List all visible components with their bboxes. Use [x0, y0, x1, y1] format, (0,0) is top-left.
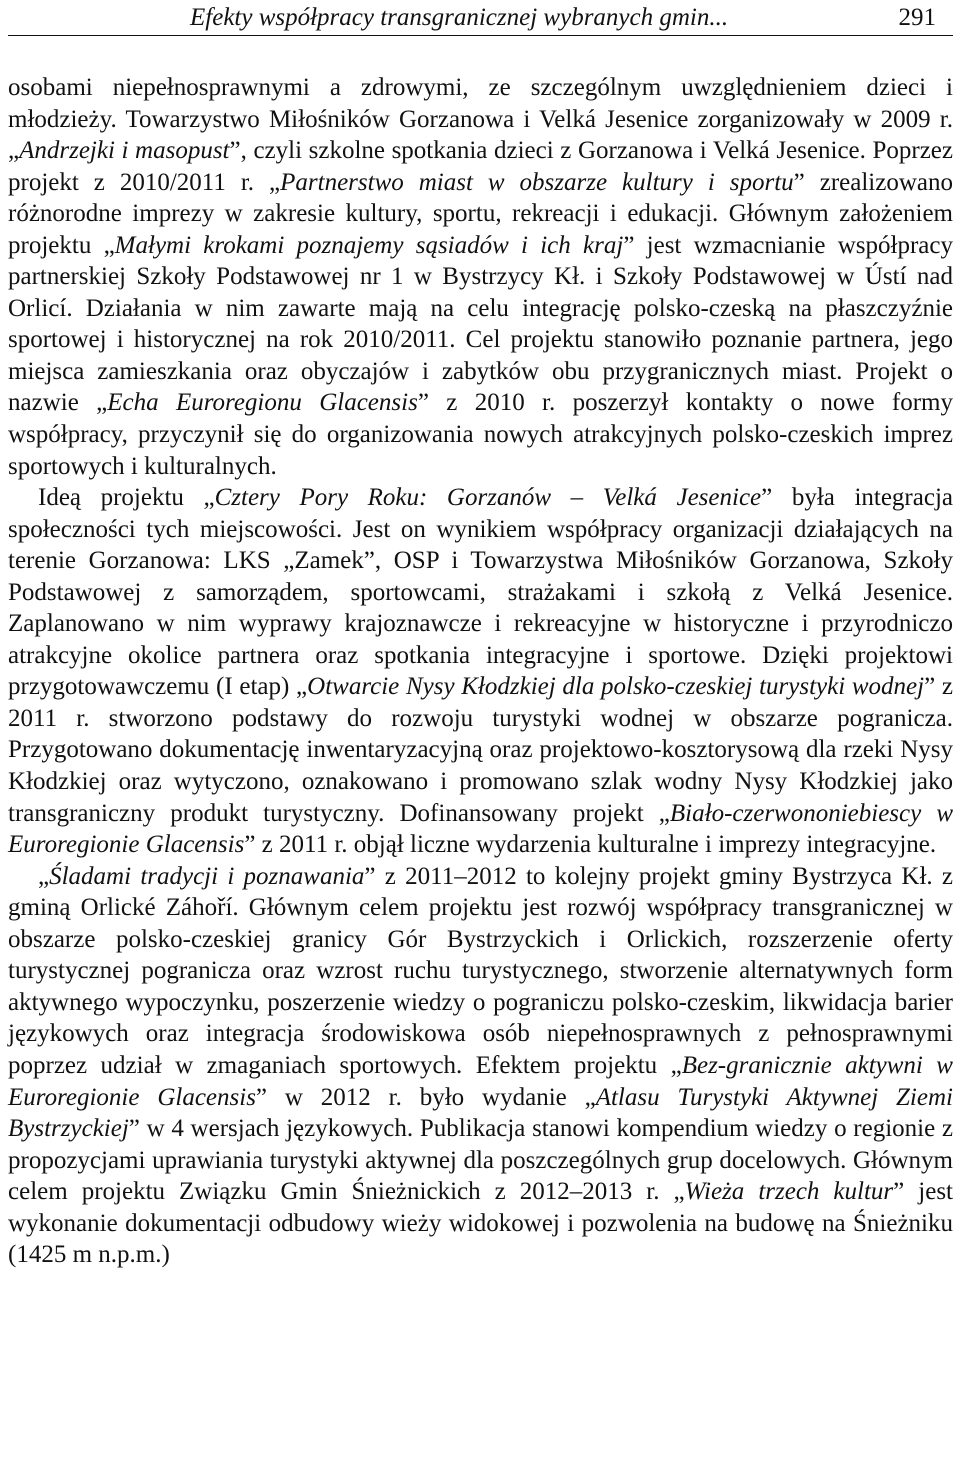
text-run: ” w 2012 r. było wydanie „	[255, 1083, 596, 1111]
text-run: ” z 2011 r. objął liczne wydarzenia kulturalne i imprezy integracyjne.	[244, 831, 937, 859]
italic-title-text: Partnerstwo miast w obszarze kultury i sportu	[280, 168, 794, 196]
paragraph	[8, 861, 953, 1271]
body-text	[8, 72, 953, 1271]
italic-title-text: Otwarcie Nysy Kłodzkiej dla polsko-czeskiej turystyki wodnej	[307, 673, 925, 701]
running-header-title: Efekty współpracy transgranicznej wybranych gmin...	[190, 4, 729, 31]
text-run: ” zrealizowano różnorodne imprezy w zakresie kultury, sportu, rekreacji i edukacji. Głównym założeniem projektu „	[8, 168, 953, 259]
running-header	[8, 0, 953, 36]
italic-title-text: Biało-czerwononiebiescy w Euroregionie Glacensis	[8, 799, 953, 859]
text-run: ” jest wzmacnianie współpracy partnerskiej Szkoły Podstawowej nr 1 w Bystrzycy Kł. i Szkoły Podstawowej w Ústí nad Orlicí. Działania w nim zawarte mają na celu integrację polsko-czeską na płaszczyźnie sportowej i historycznej na rok 2010/2011. Cel projektu stanowiło poznanie partnera, jego miejsca zamieszkania oraz obyczajów i zabytków obu przygranicznych miast. Projekt o nazwie „	[8, 231, 953, 417]
italic-title-text: Andrzejki i masopust	[19, 137, 230, 165]
italic-title-text: Wieża trzech kultur	[684, 1178, 894, 1206]
text-run: ” z 2011 r. stworzono podstawy do rozwoju turystyki wodnej w obszarze pogranicza. Przygotowano dokumentację inwentaryzacyjną oraz projektowo-kosztorysową dla rzeki Nysy Kłodzkiej oraz wytyczono, oznakowano i promowano szlak wodny Nysy Kłodzkiej jako transgraniczny produkt turystyczny. Dofinansowany projekt „	[8, 673, 953, 827]
text-run: Ideą projektu „	[38, 484, 215, 512]
text-run: ” z 2011–2012 to kolejny projekt gminy Bystrzyca Kł. z gminą Orlické Záhoří. Głównym celem projektu jest rozwój współpracy transgranicznej w obszarze polsko-czeskiej granicy Gór Bystrzyckich i Orlickich, rozszerzenie oferty turystycznej pogranicza oraz wzrost ruchu turystycznego, stworzenie alternatywnych form aktywnego wypoczynku, poszerzenie wiedzy o pograniczu polsko-czeskim, likwidacja barier językowych oraz integracja środowiskowa osób niepełnosprawnych z pełnosprawnymi poprzez udział w zmaganiach sportowych. Efektem projektu „	[8, 862, 953, 1079]
text-run: ” w 4 wersjach językowych. Publikacja stanowi kompendium wiedzy o regionie z propozycjami uprawiania turystyki aktywnej dla poszczególnych grup docelowych. Głównym celem projektu Związku Gmin Śnieżnickich z 2012–2013 r. „	[8, 1115, 953, 1206]
text-run: osobami niepełnosprawnymi a zdrowymi, ze szczególnym uwzględnieniem dzieci i młodzieży. Towarzystwo Miłośników Gorzanowa i Velká Jesenice zorganizowały w 2009 r. „	[8, 74, 953, 165]
paragraph	[8, 72, 953, 482]
text-run: ” była integracja społeczności tych miejscowości. Jest on wynikiem współpracy organizacji działających na terenie Gorzanowa: LKS „Zamek”, OSP i Towarzystwa Miłośników Gorzanowa, Szkoły Podstawowej z samorządem, sportowcami, strażakami i szkołą z Velká Jesenice. Zaplanowano w nim wyprawy krajoznawcze i rekreacyjne w historyczne i przyrodniczo atrakcyjne okolice partnera oraz spotkania integracyjne i sportowe. Dzięki projektowi przygotowawczemu (I etap) „	[8, 484, 953, 701]
italic-title-text: Atlasu Turystyki Aktywnej Ziemi Bystrzyckiej	[8, 1083, 953, 1143]
paragraph	[8, 482, 953, 861]
italic-title-text: Małymi krokami poznajemy sąsiadów i ich kraj	[114, 231, 624, 259]
text-run: ” z 2010 r. poszerzył kontakty o nowe formy współpracy, przyczynił się do organizowania nowych atrakcyjnych polsko-czeskich imprez sportowych i kulturalnych.	[8, 389, 953, 480]
italic-title-text: Cztery Pory Roku: Gorzanów – Velká Jesenice	[214, 484, 762, 512]
italic-title-text: Echa Euroregionu Glacensis	[107, 389, 418, 417]
italic-title-text: Śladami tradycji i poznawania	[49, 862, 365, 890]
page-number: 291	[898, 4, 936, 31]
text-run: „	[38, 862, 50, 890]
italic-title-text: Bez-granicznie aktywni w Euroregionie Glacensis	[8, 1051, 953, 1111]
text-run: ” jest wykonanie dokumentacji odbudowy wieży widokowej i pozwolenia na budowę na Śnieżniku (1425 m n.p.m.)	[8, 1178, 953, 1269]
text-run: ”, czyli szkolne spotkania dzieci z Gorzanowa i Velká Jesenice. Poprzez projekt z 2010/2011 r. „	[8, 137, 953, 196]
